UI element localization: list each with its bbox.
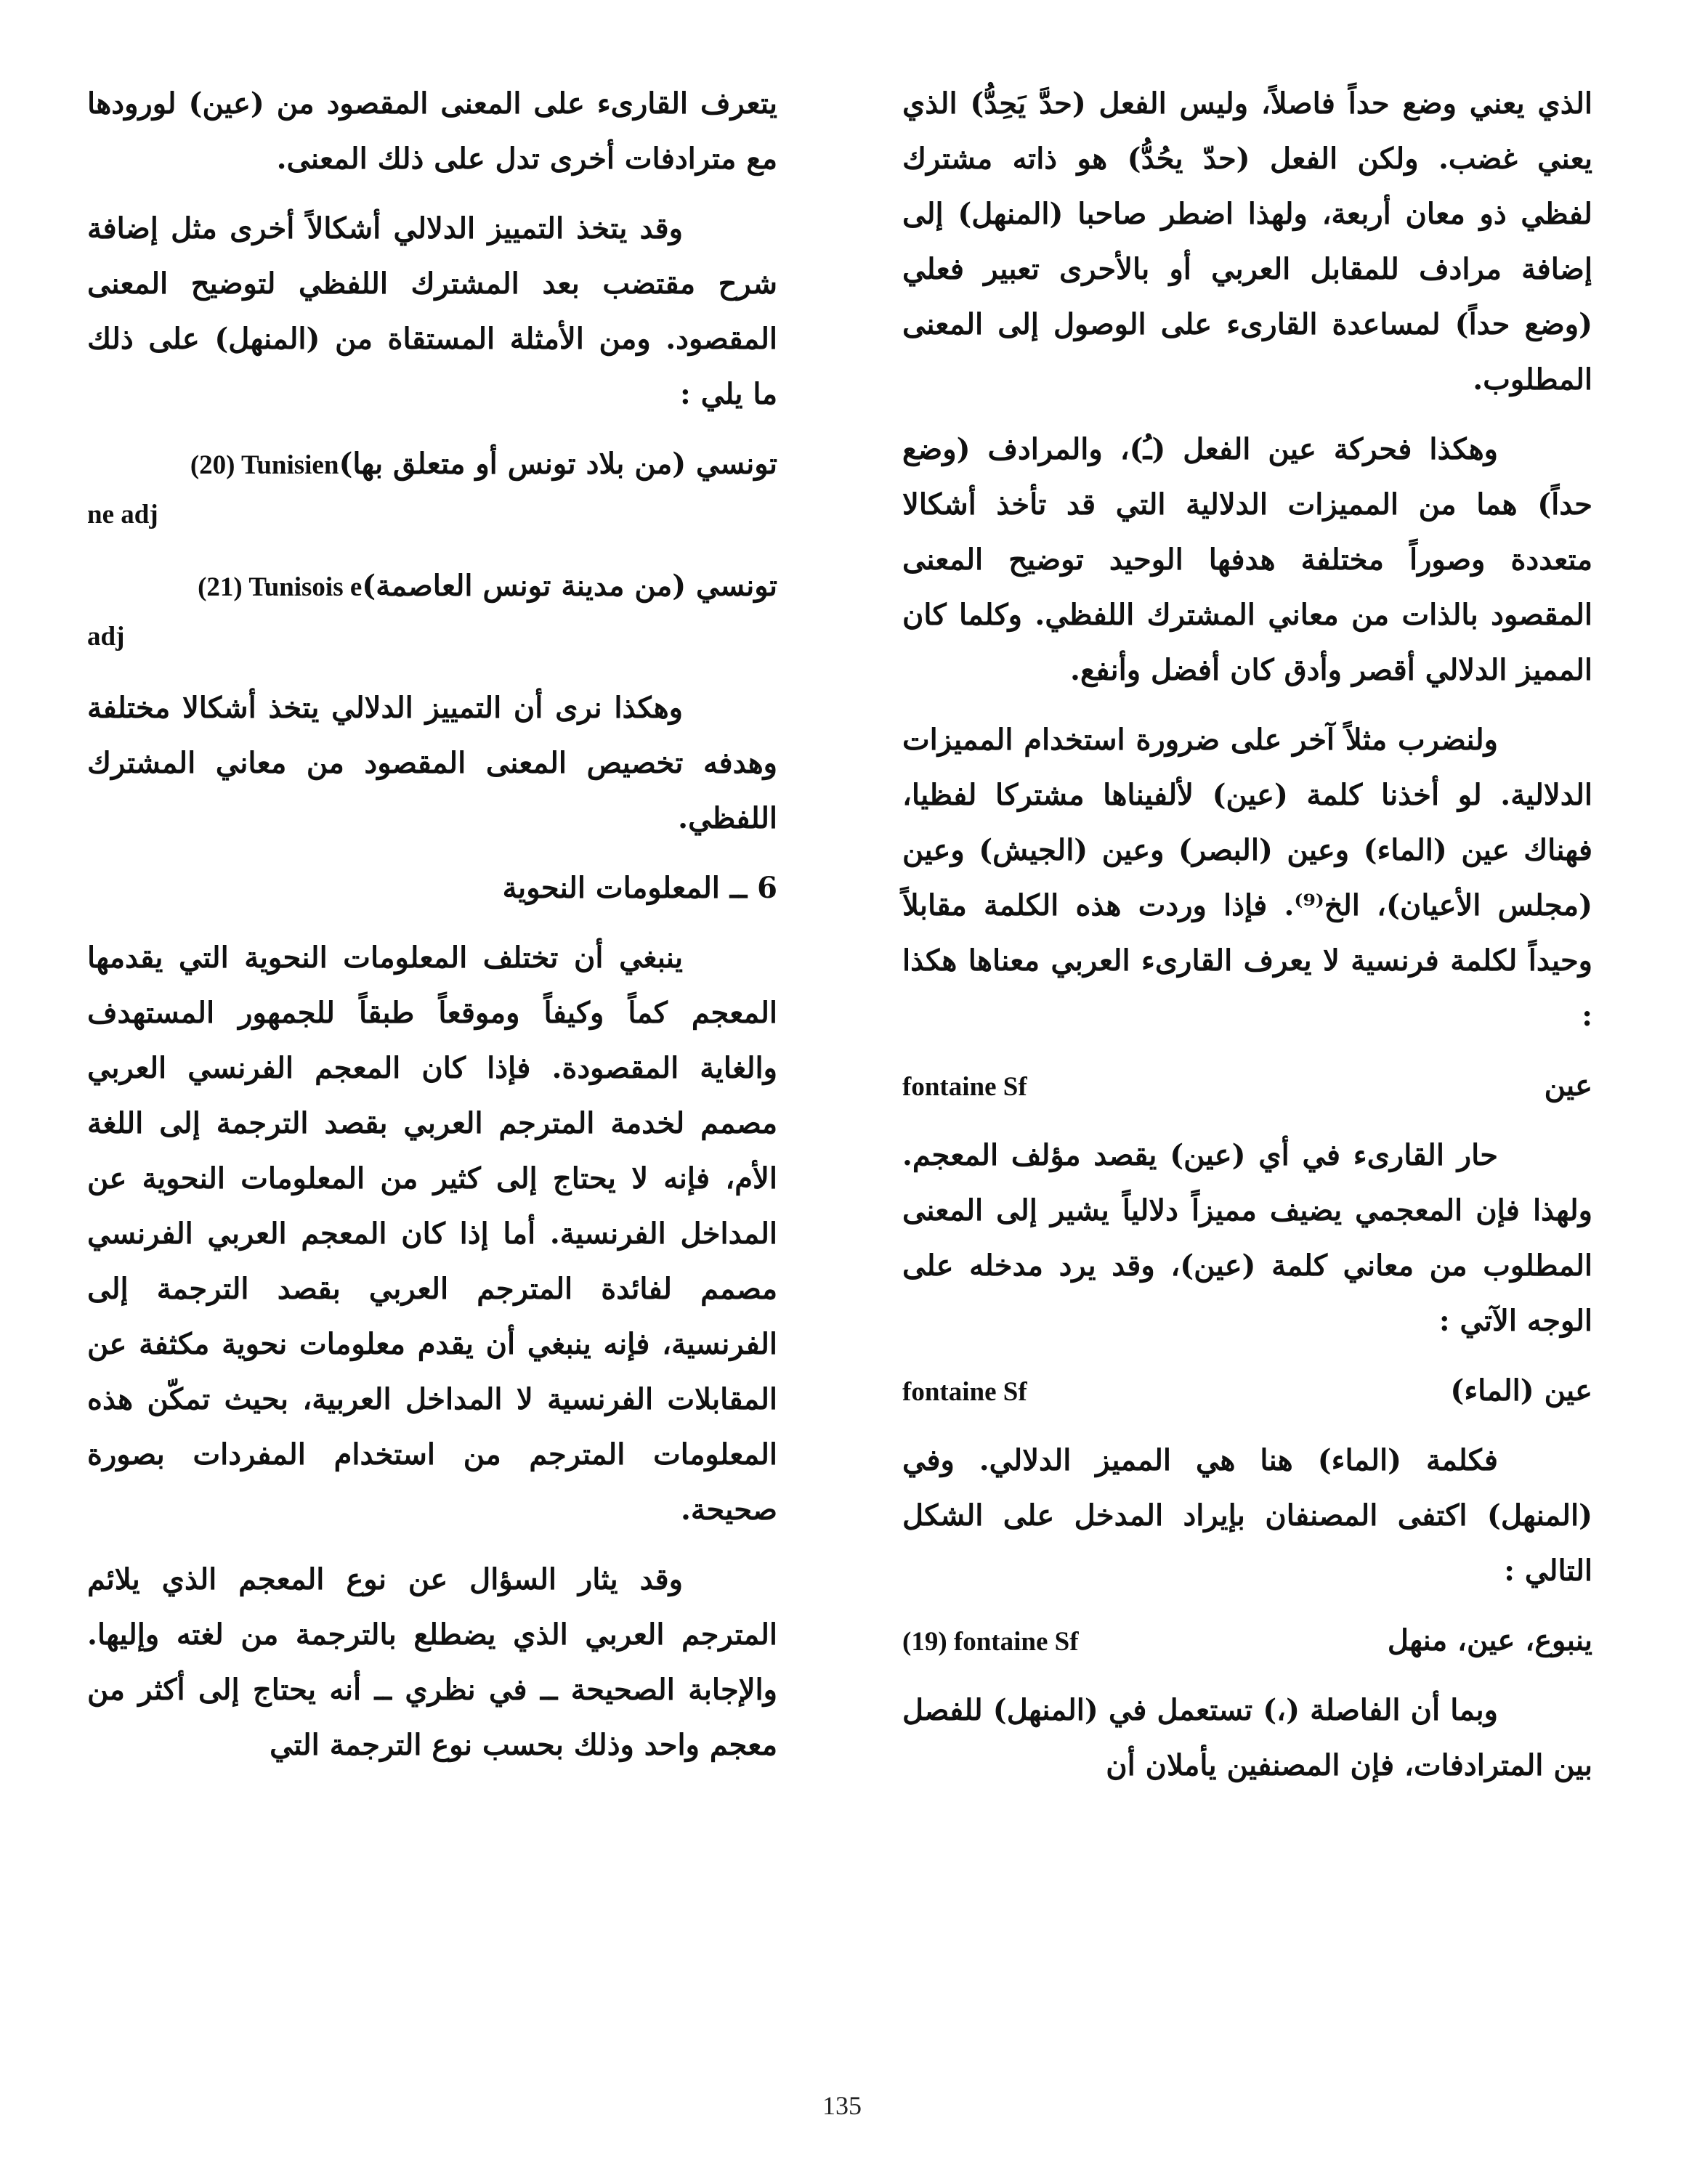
entry-arabic: تونسي (من مدينة تونس العاصمة) [362, 569, 777, 603]
paragraph: فكلمة (الماء) هنا هي المميز الدلالي. وفي (المنهل) اكتفى المصنفان بإيراد المدخل على الشكل التالي : [902, 1443, 1592, 1588]
dictionary-entry [902, 1058, 1592, 1116]
entry-french: fontaine Sf [902, 1072, 1027, 1102]
paragraph: وهكذا فحركة عين الفعل (ـُ)، والمرادف (وضع حداً) هما من المميزات الدلالية التي قد تأخذ أشكالا متعددة وصوراً مختلفة هدفها الوحيد توضيح المعنى المقصود بالذات من معاني المشترك اللفظي. وكلما كان المميز الدلالي أقصر وأدق كان أفضل وأنفع. [902, 432, 1592, 687]
entry-arabic: ينبوع، عين، منهل [1387, 1623, 1592, 1657]
dictionary-entry [87, 437, 777, 537]
page-number: 135 [822, 2091, 862, 2120]
entry-french: fontaine Sf [902, 1377, 1027, 1407]
entry-french-continuation: ne adj [87, 500, 158, 529]
paragraph: الذي يعني وضع حداً فاصلاً، وليس الفعل (حدَّ يَحِدُّ) الذي يعني غضب. ولكن الفعل (حدّ يحُدُّ) هو ذاته مشترك لفظي ذو معان أربعة، ولهذا اضطر صاحبا (المنهل) إلى إضافة مرادف للمقابل العربي أو بالأحرى تعبير فعلي (وضع حداً) لمساعدة القارىء على الوصول إلى المعنى المطلوب. [902, 86, 1592, 397]
paragraph: ينبغي أن تختلف المعلومات النحوية التي يقدمها المعجم كماً وكيفاً وموقعاً طبقاً للجمهور المستهدف والغاية المقصودة. فإذا كان المعجم الفرنسي العربي مصمم لخدمة المترجم العربي بقصد الترجمة إلى اللغة الأم، فإنه لا يحتاج إلى كثير من المعلومات النحوية عن المداخل الفرنسية. أما إذا كان المعجم العربي الفرنسي مصمم لفائدة المترجم العربي بقصد الترجمة إلى الفرنسية، فإنه ينبغي أن يقدم معلومات نحوية مكثفة عن المقابلات الفرنسية لا المداخل العربية، بحيث تمكّن هذه المعلومات المترجم من استخدام المفردات بصورة صحيحة. [87, 941, 777, 1527]
entry-arabic: عين (الماء) [1450, 1373, 1592, 1408]
paragraph: يتعرف القارىء على المعنى المقصود من (عين) لورودها مع مترادفات أخرى تدل على ذلك المعنى. [87, 86, 777, 176]
dictionary-entry [87, 559, 777, 659]
entry-french: (21) Tunisois e [198, 572, 363, 602]
entry-french-continuation: adj [87, 622, 125, 651]
entry-french: (20) Tunisien [190, 450, 339, 480]
entry-french: (19) fontaine Sf [902, 1627, 1079, 1657]
paragraph: ولنضرب مثلاً آخر على ضرورة استخدام المميزات الدلالية. لو أخذنا كلمة (عين) لألفيناها مشتركا لفظيا، فهناك عين (الماء) وعين (البصر) وعين (الجيش) وعين (مجلس الأعيان)، الخ⁽⁹⁾. فإذا وردت هذه الكلمة مقابلاً وحيداً لكلمة فرنسية لا يعرف القارىء العربي معناها هكذا : [902, 723, 1593, 1033]
dictionary-entry [902, 1363, 1592, 1421]
section-heading: 6 ــ المعلومات النحوية [502, 871, 777, 905]
dictionary-entry [902, 1613, 1592, 1671]
paragraph: حار القارىء في أي (عين) يقصد مؤلف المعجم. ولهذا فإن المعجمي يضيف مميزاً دلالياً يشير إلى المعنى المطلوب من معاني كلمة (عين)، وقد يرد مدخله على الوجه الآتي : [902, 1138, 1592, 1338]
left-column [87, 76, 777, 1787]
right-column [902, 76, 1592, 1808]
paragraph: وقد يتخذ التمييز الدلالي أشكالاً أخرى مثل إضافة شرح مقتضب بعد المشترك اللفظي لتوضيح المعنى المقصود. ومن الأمثلة المستقاة من (المنهل) على ذلك ما يلي : [87, 211, 777, 411]
entry-arabic: تونسي (من بلاد تونس أو متعلق بها) [339, 447, 777, 481]
paragraph: وبما أن الفاصلة (،) تستعمل في (المنهل) للفصل بين المترادفات، فإن المصنفين يأملان أن [902, 1693, 1592, 1782]
paragraph: وهكذا نرى أن التمييز الدلالي يتخذ أشكالا مختلفة وهدفه تخصيص المعنى المقصود من معاني المشترك اللفظي. [87, 691, 777, 835]
paragraph: وقد يثار السؤال عن نوع المعجم الذي يلائم المترجم العربي الذي يضطلع بالترجمة من لغته وإليها. والإجابة الصحيحة ــ في نظري ــ أنه يحتاج إلى أكثر من معجم واحد وذلك بحسب نوع الترجمة التي [87, 1562, 777, 1762]
entry-arabic: عين [1544, 1068, 1592, 1103]
